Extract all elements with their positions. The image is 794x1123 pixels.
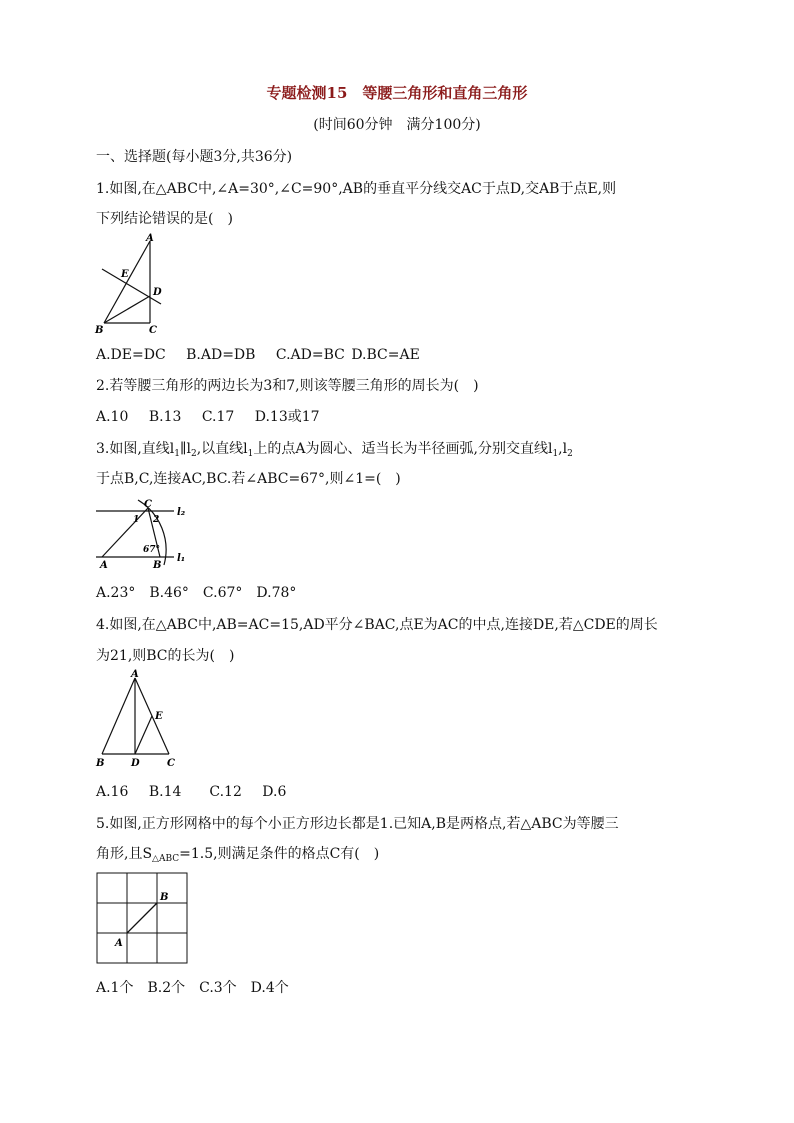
q3-label-angle2: 2 [153, 515, 160, 525]
q3-figure [92, 495, 202, 571]
q4-label-b: B [96, 758, 105, 769]
q1-figure [92, 232, 172, 336]
q5-text-part: 角形,且S [96, 846, 153, 862]
q4-text-line2: 为21,则BC的长为( ) [96, 648, 235, 664]
q2-text: 2.若等腰三角形的两边长为3和7,则该等腰三角形的周长为( ) [96, 378, 479, 394]
section-heading: 一、选择题(每小题3分,共36分) [96, 149, 293, 165]
q4-side-ab [102, 678, 135, 754]
q5-text-line1: 5.如图,正方形网格中的每个小正方形边长都是1.已知A,B是两格点,若△ABC为等腰三 [96, 816, 619, 832]
subscript: △ABC [152, 854, 180, 864]
q4-label-c: C [167, 758, 175, 769]
q3-label-a: A [100, 560, 108, 571]
q5-text-part: =1.5,则满足条件的格点C有( ) [179, 846, 380, 862]
q3-text-part: ,l [558, 441, 568, 457]
q3-segment-ac [102, 508, 148, 557]
q5-label-b: B [160, 892, 169, 903]
subscript: 1 [174, 449, 181, 459]
q3-text-part: 3.如图,直线l [96, 441, 175, 457]
subscript: 2 [567, 449, 573, 459]
q3-text-part: 上的点A为圆心、适当长为半径画弧,分别交直线l [253, 441, 553, 457]
q1-label-e: E [121, 269, 129, 280]
q3-label-l1: l₁ [177, 553, 186, 564]
q4-label-d: D [131, 758, 140, 769]
q4-figure [92, 666, 182, 772]
q3-label-angle1: 1 [133, 515, 140, 525]
q4-label-a: A [131, 669, 139, 680]
q1-side-ab [104, 241, 150, 323]
q3-label-c: C [144, 499, 152, 510]
exam-info: (时间60分钟 满分100分) [313, 117, 481, 133]
q1-label-b: B [95, 325, 104, 336]
q3-text-line2: 于点B,C,连接AC,BC.若∠ABC=67°,则∠1=( ) [96, 471, 401, 487]
q4-options: A.16 B.14 C.12 D.6 [96, 784, 287, 800]
q3-text-part: ∥l [180, 441, 191, 457]
q5-label-a: A [115, 938, 123, 949]
q3-arc [138, 500, 166, 565]
q1-label-d: D [153, 287, 162, 298]
q3-options: A.23° B.46° C.67° D.78° [96, 585, 297, 601]
q3-text-line1 [96, 438, 573, 459]
q4-text-line1: 4.如图,在△ABC中,AB=AC=15,AD平分∠BAC,点E为AC的中点,连接DE,若△CDE的周长 [96, 617, 658, 633]
subscript: 1 [247, 449, 254, 459]
q3-label-b: B [153, 560, 162, 571]
q1-text-line2: 下列结论错误的是( ) [96, 211, 233, 227]
subscript: 1 [552, 449, 559, 459]
q3-label-l2: l₂ [177, 507, 186, 518]
q1-label-c: C [149, 325, 157, 336]
q4-segment-de [135, 716, 152, 754]
q2-options: A.10 B.13 C.17 D.13或17 [96, 409, 320, 425]
q5-options: A.1个 B.2个 C.3个 D.4个 [96, 980, 289, 996]
q3-label-67: 67° [143, 545, 161, 555]
q4-label-e: E [155, 711, 163, 722]
q5-text-line2 [96, 843, 379, 864]
q1-options: A.DE=DC B.AD=DB C.AD=BC D.BC=AE [96, 347, 420, 363]
q1-label-a: A [146, 233, 154, 244]
q5-grid-figure [94, 870, 192, 966]
q5-segment-ab [127, 903, 157, 933]
subscript: 2 [190, 449, 197, 459]
q1-text-line1: 1.如图,在△ABC中,∠A=30°,∠C=90°,AB的垂直平分线交AC于点D,交AB于点E,则 [96, 181, 617, 197]
page-title: 专题检测15 等腰三角形和直角三角形 [266, 84, 528, 102]
q3-text-part: ,以直线l [196, 441, 248, 457]
